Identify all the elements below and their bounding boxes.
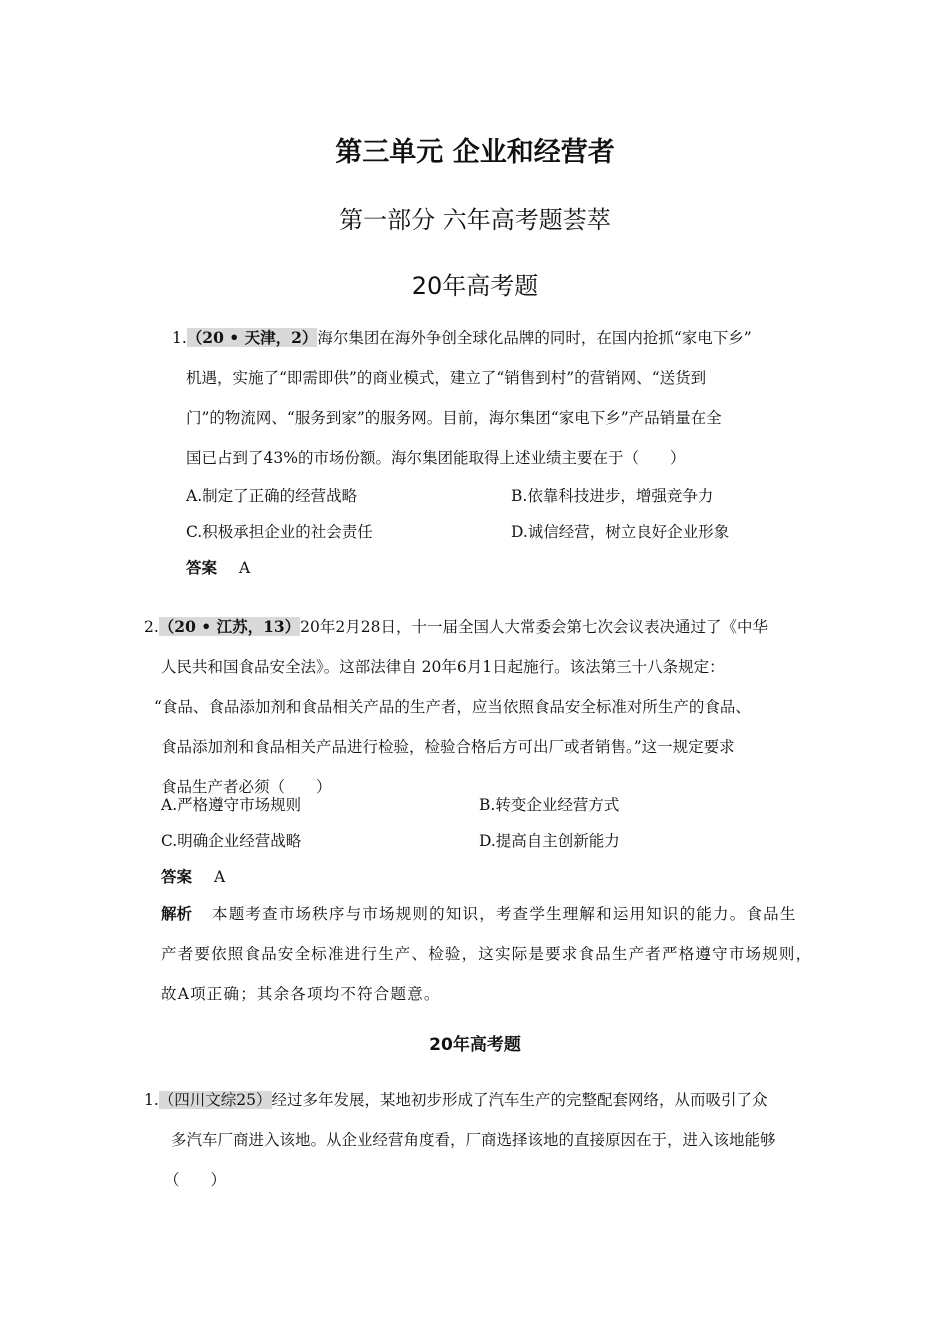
question-1-line-1 bbox=[172, 318, 832, 358]
question-1-text-1: 海尔集团在海外争创全球化品牌的同时，在国内抢抓“家电下乡” bbox=[317, 329, 752, 347]
question-1-line-3: 门”的物流网、“服务到家”的服务网。目前，海尔集团“家电下乡”产品销量在全 bbox=[186, 409, 722, 427]
question-1-options bbox=[186, 478, 806, 550]
option-b: B.转变企业经营方式 bbox=[479, 796, 620, 814]
question-3-line-1 bbox=[144, 1080, 824, 1120]
option-c: C.明确企业经营战略 bbox=[161, 832, 302, 850]
question-2-line-3: “食品、食品添加剂和食品相关产品的生产者，应当依照食品安全标准对所生产的食品、 bbox=[154, 698, 751, 716]
option-a: A.制定了正确的经营战略 bbox=[186, 487, 358, 505]
section-title-2: 20年高考题 bbox=[429, 1035, 521, 1055]
unit-title: 第三单元 企业和经营者 bbox=[335, 137, 615, 168]
option-c: C.积极承担企业的社会责任 bbox=[186, 523, 373, 541]
answer-label: 答案 bbox=[161, 868, 193, 886]
question-2-source: （20 • 江苏，13） bbox=[158, 617, 301, 636]
analysis-text-1: 本题考查市场秩序与市场规则的知识，考查学生理解和运用知识的能力。食品生 bbox=[212, 905, 797, 923]
question-1-source: （20 • 天津，2） bbox=[186, 328, 318, 347]
options-row-2 bbox=[161, 823, 781, 859]
question-1-line-4: 国已占到了43%的市场份额。海尔集团能取得上述业绩主要在于（ ） bbox=[186, 449, 686, 467]
options-row-2 bbox=[186, 514, 806, 550]
option-d: D.诚信经营，树立良好企业形象 bbox=[511, 523, 730, 541]
question-2-line-2: 人民共和国食品安全法》。这部法律自 20年6月1日起施行。该法第三十八条规定： bbox=[161, 658, 725, 676]
question-3-text-1: 经过多年发展，某地初步形成了汽车生产的完整配套网络，从而吸引了众 bbox=[271, 1091, 768, 1109]
question-2-line-1 bbox=[144, 607, 824, 647]
question-2-line-4: 食品添加剂和食品相关产品进行检验，检验合格后方可出厂或者销售。”这一规定要求 bbox=[161, 738, 735, 756]
question-2-options bbox=[161, 787, 781, 859]
answer-value: A bbox=[239, 559, 251, 577]
answer-value: A bbox=[214, 868, 226, 886]
question-2 bbox=[144, 607, 824, 807]
question-3-line-3: （ ） bbox=[164, 1171, 227, 1189]
question-3-line-2: 多汽车厂商进入该地。从企业经营角度看，厂商选择该地的直接原因在于，进入该地能够 bbox=[171, 1131, 776, 1149]
analysis-label: 解析 bbox=[161, 905, 193, 923]
option-b: B.依靠科技进步，增强竞争力 bbox=[511, 487, 714, 505]
question-2-number: 2. bbox=[144, 618, 159, 636]
question-2-analysis bbox=[161, 894, 821, 1014]
question-2-line-5: 食品生产者必须（ ） bbox=[161, 778, 332, 796]
options-row-1 bbox=[186, 478, 806, 514]
question-3 bbox=[144, 1080, 824, 1200]
analysis-line-2: 产者要依照食品安全标准进行生产、检验，这实际是要求食品生产者严格遵守市场规则， bbox=[161, 945, 813, 963]
option-d: D.提高自主创新能力 bbox=[479, 832, 620, 850]
question-3-number: 1. bbox=[144, 1091, 159, 1109]
section-title-1: 20年高考题 bbox=[411, 272, 539, 300]
question-2-text-1: 20年2月28日，十一届全国人大常委会第七次会议表决通过了《中华 bbox=[300, 618, 768, 636]
options-row-1 bbox=[161, 787, 781, 823]
question-1-number: 1. bbox=[172, 329, 187, 347]
question-1-line-2: 机遇，实施了“即需即供”的商业模式，建立了“销售到村”的营销网、“送货到 bbox=[186, 369, 707, 387]
part-title: 第一部分 六年高考题荟萃 bbox=[339, 206, 611, 234]
question-3-source: （四川文综25） bbox=[158, 1091, 272, 1109]
question-1-answer bbox=[186, 550, 250, 586]
answer-label: 答案 bbox=[186, 559, 218, 577]
analysis-line-3: 故A项正确；其余各项均不符合题意。 bbox=[161, 985, 441, 1003]
question-1 bbox=[172, 318, 832, 478]
analysis-line-1 bbox=[161, 894, 821, 934]
option-a: A.严格遵守市场规则 bbox=[161, 796, 302, 814]
question-2-answer bbox=[161, 859, 225, 895]
